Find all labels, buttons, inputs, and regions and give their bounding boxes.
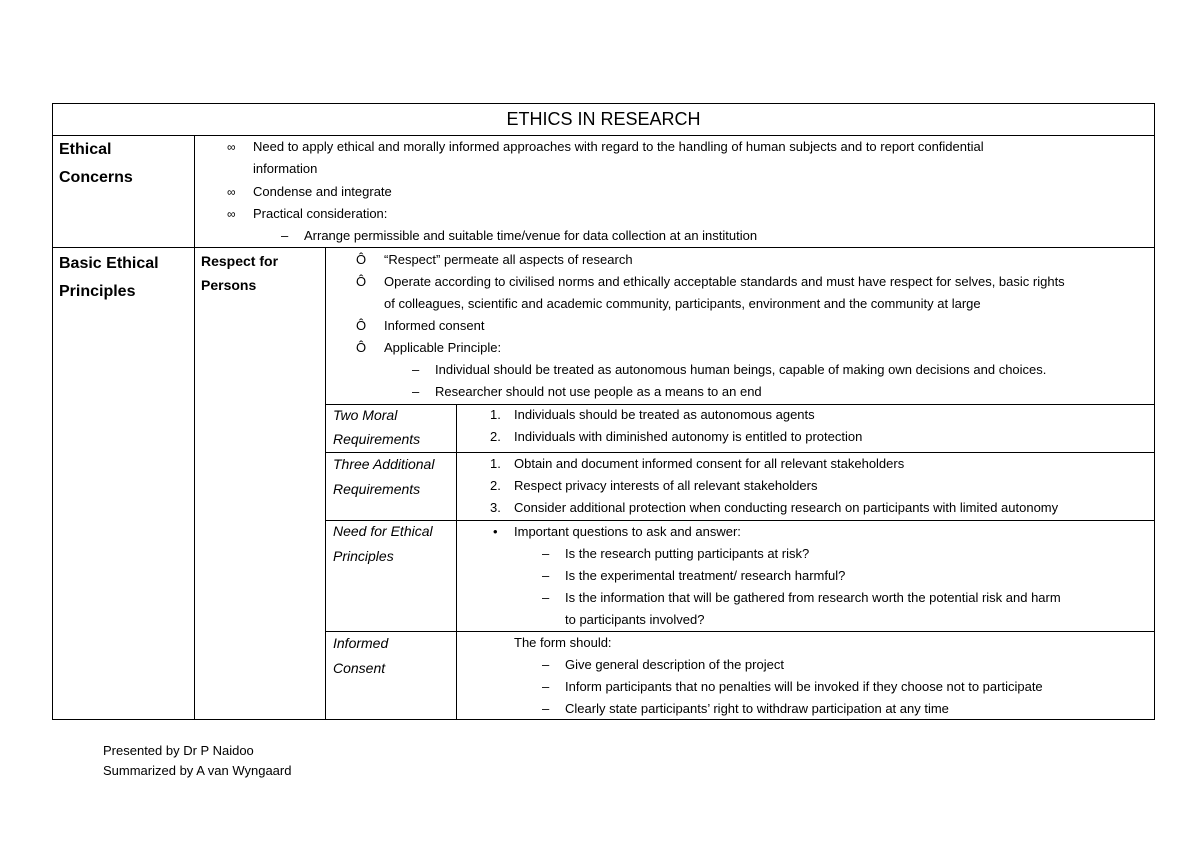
- informed-consent-label-1: Informed: [333, 635, 389, 651]
- infinity-bullet: ∞: [227, 140, 236, 154]
- basic-principles-heading-2: Principles: [59, 283, 136, 300]
- o-bullet: Ô: [356, 318, 367, 333]
- three-additional-item: Obtain and document informed consent for all relevant stakeholders: [514, 456, 905, 471]
- o-bullet: Ô: [356, 340, 367, 355]
- list-number: 2.: [490, 478, 501, 493]
- three-additional-item: Respect privacy interests of all relevant stakeholders: [514, 478, 818, 493]
- three-additional-item: Consider additional protection when conducting research on participants with limited autonomy: [514, 500, 1059, 515]
- respect-item-cont: of colleagues, scientific and academic community, participants, environment and the community at large: [384, 296, 981, 311]
- two-moral-label-1: Two Moral: [333, 407, 398, 423]
- two-moral-item: Individuals with diminished autonomy is entitled to protection: [514, 429, 863, 444]
- basic-principles-heading-1: Basic Ethical: [59, 255, 159, 272]
- two-moral-item: Individuals should be treated as autonomous agents: [514, 407, 815, 422]
- respect-for-persons-label-1: Respect for: [201, 253, 279, 269]
- ethical-concern-item-cont: information: [253, 161, 318, 176]
- need-for-question: Is the research putting participants at risk?: [565, 546, 810, 561]
- three-additional-label-1: Three Additional: [333, 456, 435, 472]
- sub-divider-4: [325, 631, 1154, 632]
- need-for-label-2: Principles: [333, 548, 394, 564]
- summarized-by: Summarized by A van Wyngaard: [103, 763, 292, 778]
- respect-item: “Respect” permeate all aspects of research: [384, 252, 633, 267]
- list-number: 2.: [490, 429, 501, 444]
- respect-for-persons-label-2: Persons: [201, 277, 257, 293]
- list-number: 1.: [490, 407, 501, 422]
- dash-bullet: –: [542, 590, 550, 605]
- ethical-concern-item: Practical consideration:: [253, 206, 388, 221]
- table-title: ETHICS IN RESEARCH: [53, 104, 1154, 136]
- two-moral-label-2: Requirements: [333, 431, 421, 447]
- informed-consent-item: Inform participants that no penalties will be invoked if they choose not to participate: [565, 679, 1043, 694]
- need-for-question-cont: to participants involved?: [565, 612, 705, 627]
- respect-item: Operate according to civilised norms and ethically acceptable standards and must have respect for selves, basic rights: [384, 274, 1065, 289]
- applicable-principle-item: Researcher should not use people as a means to an end: [435, 384, 762, 399]
- o-bullet: Ô: [356, 274, 367, 289]
- infinity-bullet: ∞: [227, 185, 236, 199]
- dash-bullet: –: [542, 546, 550, 561]
- ethics-table: [52, 103, 1155, 720]
- need-for-question: Is the information that will be gathered from research worth the potential risk and harm: [565, 590, 1061, 605]
- ethical-concerns-heading-2: Concerns: [59, 169, 133, 186]
- col-divider-2: [325, 247, 326, 719]
- dash-bullet: –: [412, 362, 420, 377]
- dash-bullet: –: [542, 657, 550, 672]
- dash-bullet: –: [281, 228, 289, 243]
- list-number: 3.: [490, 500, 501, 515]
- o-bullet: Ô: [356, 252, 367, 267]
- need-for-question: Is the experimental treatment/ research harmful?: [565, 568, 846, 583]
- dash-bullet: –: [542, 568, 550, 583]
- informed-consent-item: Clearly state participants’ right to withdraw participation at any time: [565, 701, 949, 716]
- ethical-concern-item: Need to apply ethical and morally informed approaches with regard to the handling of human subjects and to report confidential: [253, 139, 984, 154]
- three-additional-label-2: Requirements: [333, 481, 421, 497]
- dash-bullet: –: [412, 384, 420, 399]
- presented-by: Presented by Dr P Naidoo: [103, 743, 254, 758]
- informed-consent-item: Give general description of the project: [565, 657, 784, 672]
- ethical-concerns-heading-1: Ethical: [59, 141, 112, 158]
- dash-bullet: –: [542, 679, 550, 694]
- dot-bullet: •: [493, 524, 498, 539]
- informed-consent-label-2: Consent: [333, 660, 386, 676]
- need-for-label-1: Need for Ethical: [333, 523, 433, 539]
- ethical-concern-subitem: Arrange permissible and suitable time/venue for data collection at an institution: [304, 228, 758, 243]
- ethical-concern-item: Condense and integrate: [253, 184, 392, 199]
- row-divider-1: [53, 247, 1154, 248]
- col-divider-3: [456, 404, 457, 719]
- applicable-principle-item: Individual should be treated as autonomous human beings, capable of making own decisions and choices.: [435, 362, 1047, 377]
- respect-item: Informed consent: [384, 318, 485, 333]
- list-number: 1.: [490, 456, 501, 471]
- respect-item: Applicable Principle:: [384, 340, 502, 355]
- col-divider-1: [194, 135, 195, 719]
- infinity-bullet: ∞: [227, 207, 236, 221]
- dash-bullet: –: [542, 701, 550, 716]
- informed-consent-lead: The form should:: [514, 635, 612, 650]
- need-for-lead: Important questions to ask and answer:: [514, 524, 741, 539]
